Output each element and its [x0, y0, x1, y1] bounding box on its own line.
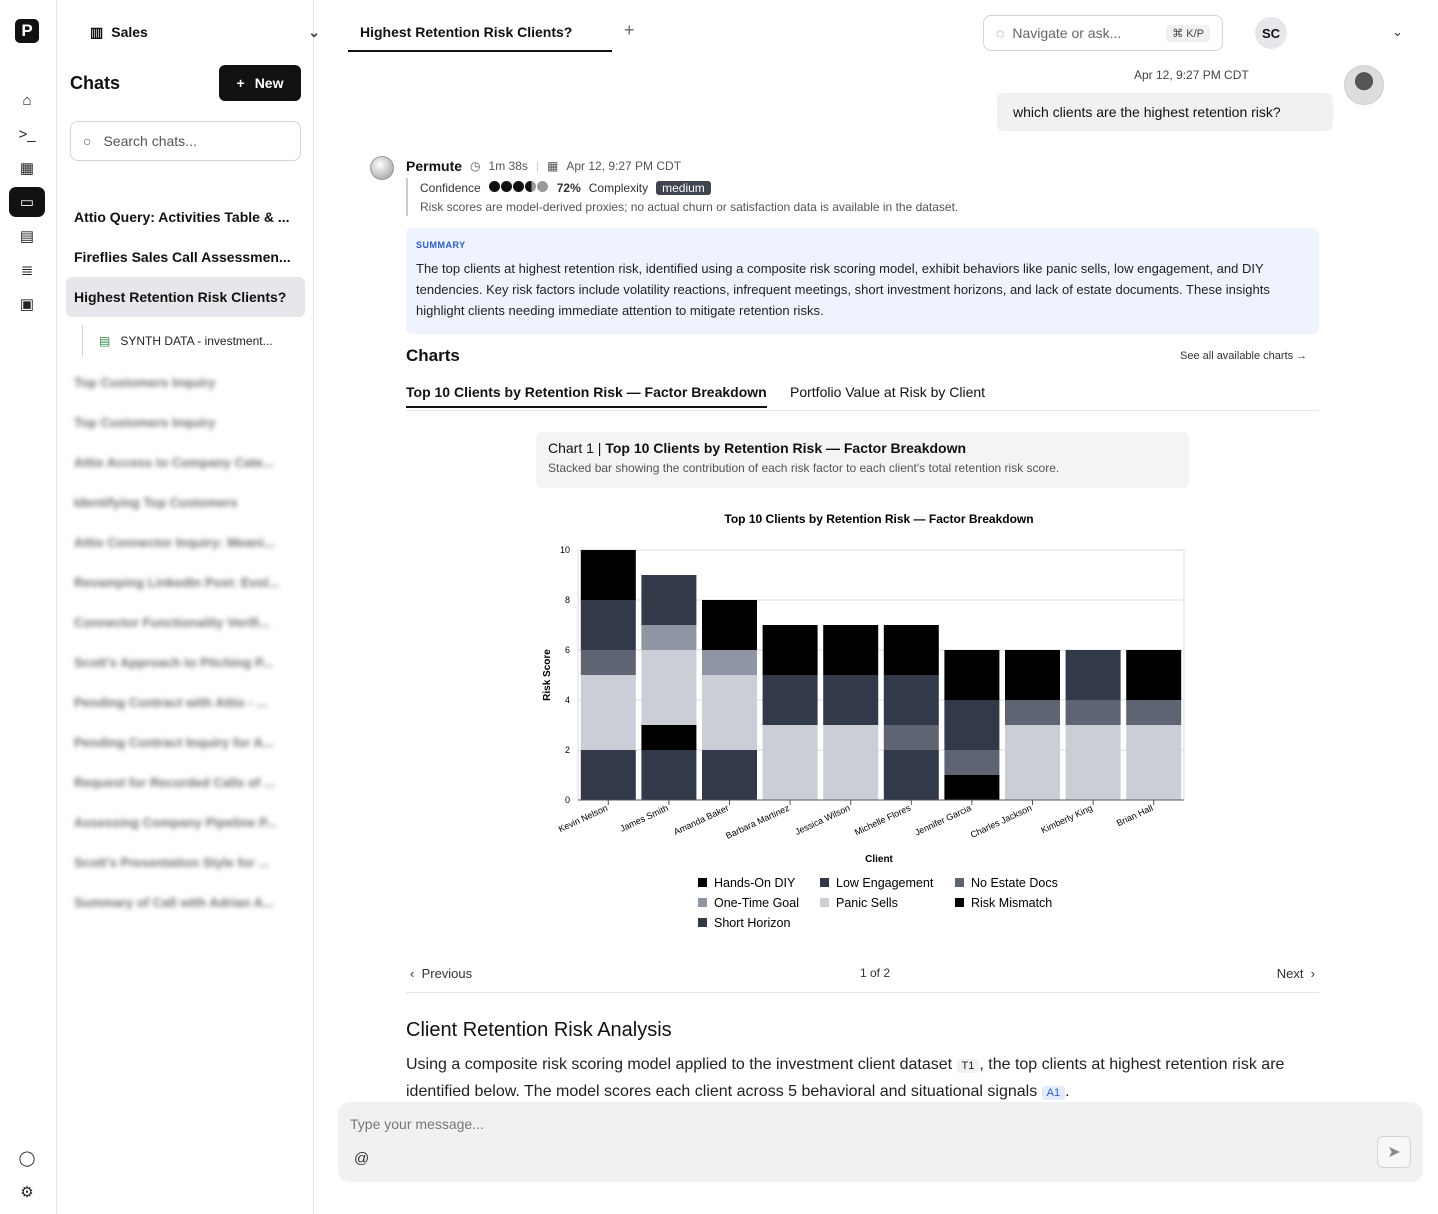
bar-segment — [581, 550, 636, 600]
legend-swatch — [698, 918, 707, 927]
app-logo: P — [15, 19, 39, 43]
bar-segment — [1126, 650, 1181, 700]
user-message: which clients are the highest retention risk? — [997, 93, 1333, 131]
bar-segment — [702, 600, 757, 650]
analysis-text: . — [1065, 1083, 1070, 1100]
chart-tab-portfolio-value[interactable]: Portfolio Value at Risk by Client — [790, 384, 986, 400]
building-icon: ▥ — [90, 24, 104, 40]
bar-segment — [944, 700, 999, 750]
bar-segment — [823, 675, 878, 725]
analysis-text: Using a composite risk scoring model applied to the investment client dataset — [406, 1056, 953, 1073]
mention-button[interactable]: @ — [354, 1150, 370, 1167]
x-tick-label: Kevin Nelson — [556, 802, 610, 835]
previous-button[interactable]: ‹ Previous — [410, 966, 473, 981]
grid-icon[interactable]: ▦ — [19, 160, 35, 177]
bar-segment — [581, 600, 636, 650]
search-chats-input[interactable] — [70, 121, 301, 161]
tab-divider — [406, 410, 1319, 411]
agent-name: Permute — [406, 158, 463, 174]
new-label: New — [254, 75, 284, 91]
bar-segment — [581, 750, 636, 800]
legend-swatch — [820, 898, 829, 907]
workspace-name: Sales — [111, 24, 148, 40]
plus-icon: + — [236, 75, 245, 91]
bar-segment — [702, 675, 757, 750]
bar-segment — [581, 650, 636, 675]
chat-item[interactable]: Identifying Top Customers — [74, 494, 238, 510]
x-tick-label: Charles Jackson — [968, 802, 1034, 840]
bar-segment — [641, 750, 696, 800]
bar-segment — [702, 750, 757, 800]
bar-segment — [823, 725, 878, 800]
y-tick-label: 2 — [564, 745, 570, 755]
bar-segment — [944, 650, 999, 700]
response-date: Apr 12, 9:27 PM CDT — [566, 159, 682, 173]
legend-swatch — [955, 878, 964, 887]
x-tick-label: Jennifer Garcia — [913, 802, 973, 838]
chat-item[interactable]: Connector Functionality Verifi... — [74, 614, 270, 630]
confidence-label: Confidence — [420, 181, 481, 195]
y-tick-label: 0 — [564, 795, 570, 805]
x-tick-label: Barbara Martinez — [724, 802, 791, 841]
chat-item-active[interactable]: Highest Retention Risk Clients? — [66, 277, 305, 317]
next-label: Next — [1276, 966, 1304, 981]
chat-icon[interactable]: ▭ — [9, 187, 45, 217]
bar-segment — [884, 725, 939, 750]
analysis-text: , the top clients at highest retention risk are identified below. The model scores each client across 5 behavioral and situational signals — [406, 1056, 1285, 1100]
nav-placeholder: Navigate or ask... — [1012, 25, 1122, 41]
legend-swatch — [820, 878, 829, 887]
chart-title: Top 10 Clients by Retention Risk — Factor Breakdown — [724, 512, 1034, 526]
bar-segment — [1005, 725, 1060, 800]
icon-rail — [0, 0, 57, 1214]
user-avatar[interactable]: SC — [1255, 17, 1287, 49]
x-axis-label: Client — [865, 854, 893, 865]
legend-label: Panic Sells — [836, 896, 898, 910]
bar-segment — [823, 625, 878, 675]
user-photo-avatar — [1344, 65, 1384, 105]
table-citation-tag[interactable]: T1 — [957, 1059, 980, 1073]
search-placeholder: Search chats... — [103, 133, 197, 149]
chat-item[interactable]: Summary of Call with Adrian A... — [74, 894, 274, 910]
analysis-paragraph — [406, 1052, 1306, 1106]
chart-header-title: Top 10 Clients by Retention Risk — Factor Breakdown — [605, 440, 967, 456]
message-input-placeholder[interactable]: Type your message... — [350, 1116, 484, 1132]
charts-heading: Charts — [406, 346, 460, 365]
bar-segment — [1005, 650, 1060, 700]
chat-item[interactable]: Top Customers Inquiry — [74, 414, 216, 430]
bar-segment — [944, 775, 999, 800]
legend-swatch — [698, 898, 707, 907]
dataset-label: SYNTH DATA - investment... — [120, 334, 273, 348]
next-button[interactable]: Next › — [1276, 966, 1315, 981]
chevron-down-icon: ⌄ — [308, 24, 320, 40]
x-tick-label: Kimberly King — [1039, 802, 1094, 836]
home-icon[interactable]: ⌂ — [22, 91, 32, 109]
database-icon[interactable]: ≣ — [20, 262, 34, 279]
bar-segment — [641, 625, 696, 650]
chart-pager — [406, 964, 1319, 993]
bar-segment — [641, 575, 696, 625]
y-tick-label: 6 — [564, 645, 570, 655]
x-tick-label: Brian Hall — [1114, 802, 1155, 829]
bar-segment — [1066, 700, 1121, 725]
bar-segment — [1126, 700, 1181, 725]
chart-tab-risk-breakdown[interactable]: Top 10 Clients by Retention Risk — Factor Breakdown — [406, 384, 767, 408]
chart-number: Chart 1 | — [548, 440, 602, 456]
chat-main — [314, 64, 1438, 1214]
bar-segment — [763, 675, 818, 725]
bar-segment — [763, 725, 818, 800]
message-composer[interactable] — [338, 1102, 1423, 1182]
chat-item[interactable]: Fireflies Sales Call Assessmen... — [74, 249, 291, 265]
chat-sidebar — [58, 0, 320, 1214]
chat-item[interactable]: Attio Connector Inquiry: Meani... — [74, 534, 275, 550]
send-icon: ➤ — [1387, 1144, 1401, 1161]
legend-label: Risk Mismatch — [971, 896, 1053, 910]
legend-label: Short Horizon — [714, 916, 791, 930]
chart-description: Stacked bar showing the contribution of each risk factor to each client's total retention risk score. — [548, 461, 1060, 475]
blurred-chat-list — [66, 362, 311, 922]
chat-item[interactable]: Pending Contract with Attio - ... — [74, 694, 268, 710]
previous-label: Previous — [421, 966, 473, 981]
chart-header — [536, 432, 1189, 488]
bar-segment — [944, 750, 999, 775]
confidence-value: 72% — [556, 181, 581, 195]
y-tick-label: 4 — [564, 695, 570, 705]
package-icon[interactable]: ▣ — [19, 296, 35, 313]
x-tick-label: James Smith — [618, 802, 670, 834]
analysis-citation-tag[interactable]: A1 — [1042, 1086, 1065, 1100]
workspace-selector[interactable] — [90, 24, 320, 41]
bar-segment — [581, 675, 636, 750]
stacked-bar-chart — [528, 504, 1228, 944]
chat-item[interactable]: Top Customers Inquiry — [74, 374, 216, 390]
chat-item[interactable]: Revamping LinkedIn Post: Evol... — [74, 574, 280, 590]
chat-item[interactable]: Request for Recorded Calls of ... — [74, 774, 275, 790]
summary-text: The top clients at highest retention risk, identified using a composite risk scoring model, exhibit behaviors like panic sells, low engagement, and DIY tendencies. Key risk factors include volatility reactions, infrequent meetings, short investment horizons, and lack of estate documents. These insights highlight clients needing immediate attention to mitigate retention risks. — [416, 261, 1270, 318]
new-chat-button[interactable] — [219, 65, 301, 101]
settings-icon[interactable]: ⚙ — [20, 1184, 34, 1201]
confidence-block — [406, 178, 958, 216]
bar-segment — [1066, 650, 1121, 700]
feedback-icon[interactable]: ◯ — [18, 1150, 36, 1167]
chat-item[interactable]: Scott's Approach to Pitching P... — [74, 654, 273, 670]
new-tab-icon[interactable]: + — [624, 20, 635, 40]
chats-heading: Chats — [70, 73, 121, 93]
calendar-icon: ▦ — [547, 159, 559, 173]
dataset-item[interactable] — [82, 325, 273, 357]
bar-segment — [884, 625, 939, 675]
y-tick-label: 8 — [564, 595, 570, 605]
y-axis-label: Risk Score — [542, 649, 553, 701]
shortcut-badge: ⌘ K/P — [1166, 25, 1210, 42]
page-indicator: 1 of 2 — [860, 966, 891, 980]
legend-swatch — [698, 878, 707, 887]
caveat-note: Risk scores are model-derived proxies; no actual churn or satisfaction data is available in the dataset. — [420, 200, 959, 214]
legend-label: Hands-On DIY — [714, 876, 796, 890]
bar-segment — [884, 750, 939, 800]
see-all-charts-link[interactable]: See all available charts → — [1180, 350, 1308, 362]
message-timestamp: Apr 12, 9:27 PM CDT — [1134, 68, 1249, 82]
spinner-icon: ◌ — [996, 25, 1005, 41]
bar-segment — [1126, 725, 1181, 800]
document-icon[interactable]: ▤ — [19, 228, 35, 245]
x-tick-label: Amanda Baker — [672, 802, 731, 837]
summary-label: SUMMARY — [416, 240, 466, 250]
duration: 1m 38s — [488, 159, 528, 173]
bar-segment — [763, 625, 818, 675]
spreadsheet-icon: ▤ — [99, 334, 111, 348]
confidence-dots — [489, 181, 549, 195]
x-tick-label: Michelle Flores — [853, 802, 913, 838]
search-icon: ○ — [83, 133, 92, 149]
chat-item[interactable]: Scott's Presentation Style for ... — [74, 854, 270, 870]
top-bar — [314, 0, 1438, 64]
chat-item[interactable]: Attio Access to Company Cate... — [74, 454, 274, 470]
timer-icon: ◷ — [470, 159, 481, 173]
chat-item[interactable]: Assessing Company Pipeline P... — [74, 814, 277, 830]
send-button[interactable] — [1377, 1136, 1411, 1168]
legend-label: No Estate Docs — [971, 876, 1058, 890]
agent-avatar — [370, 156, 394, 180]
terminal-icon[interactable]: >_ — [18, 125, 36, 143]
bar-segment — [1005, 700, 1060, 725]
tab-active-chat[interactable]: Highest Retention Risk Clients? — [348, 14, 612, 52]
bar-segment — [884, 675, 939, 725]
legend-label: Low Engagement — [836, 876, 934, 890]
bar-segment — [702, 650, 757, 675]
legend-label: One-Time Goal — [714, 896, 799, 910]
chat-item[interactable]: Pending Contract Inquiry for A... — [74, 734, 274, 750]
bar-segment — [641, 650, 696, 725]
summary-box — [406, 228, 1319, 334]
legend-swatch — [955, 898, 964, 907]
complexity-badge: medium — [656, 181, 711, 195]
bar-segment — [641, 725, 696, 750]
response-meta: Permute ◷ 1m 38s | ▦ Apr 12, 9:27 PM CDT — [406, 158, 682, 174]
x-tick-label: Jessica Wilson — [793, 802, 852, 837]
analysis-heading: Client Retention Risk Analysis — [406, 1019, 672, 1041]
chevron-down-icon[interactable]: ⌄ — [1392, 24, 1403, 39]
y-tick-label: 10 — [559, 545, 570, 555]
chat-item[interactable]: Attio Query: Activities Table & ... — [74, 209, 290, 225]
navigate-input[interactable] — [983, 15, 1223, 51]
complexity-label: Complexity — [588, 181, 649, 195]
bar-segment — [1066, 725, 1121, 800]
